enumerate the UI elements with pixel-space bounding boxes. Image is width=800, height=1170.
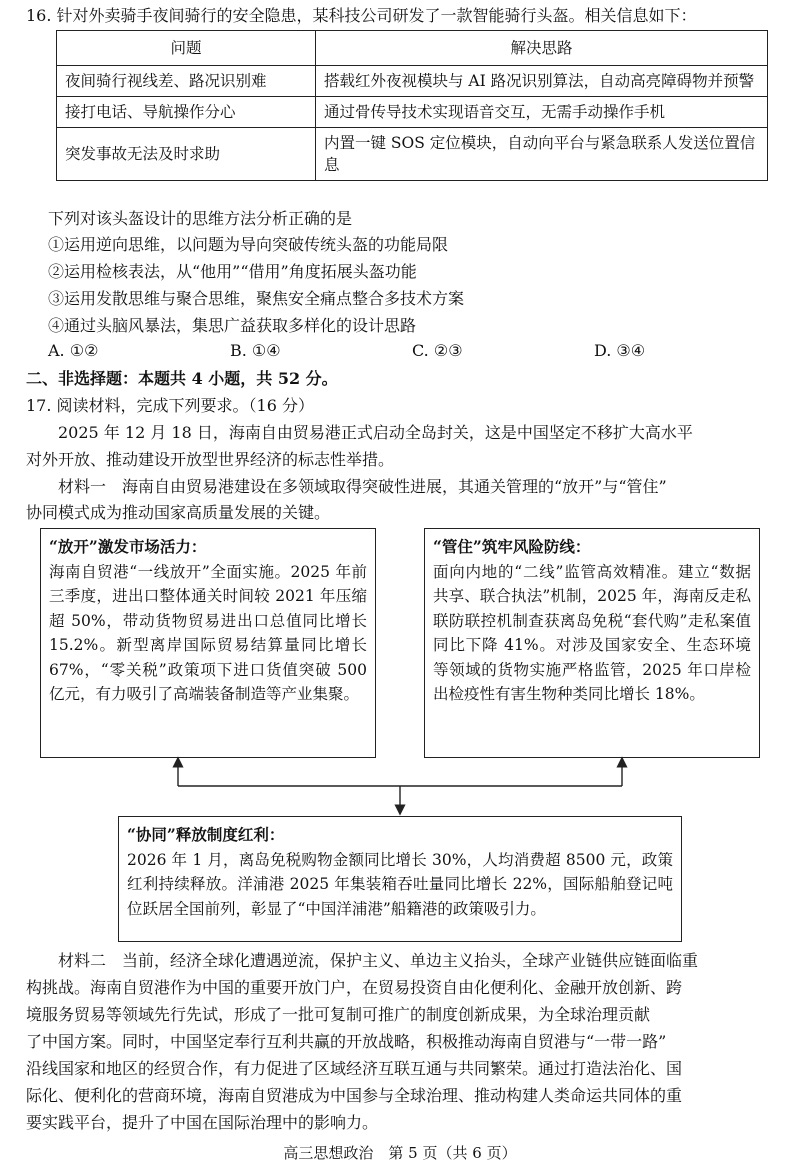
material2-line: 材料二 当前，经济全球化遭遇逆流，保护主义、单边主义抬头，全球产业链供应链面临重 (58, 951, 699, 970)
option-a[interactable]: A. ①② (48, 341, 99, 360)
q16-question: 下列对该头盔设计的思维方法分析正确的是 (48, 209, 353, 228)
material1-box-control (424, 528, 760, 758)
q16-stem: 16. 针对外卖骑手夜间骑行的安全隐患，某科技公司研发了一款智能骑行头盔。相关信息如下： (26, 6, 697, 25)
table-cell: 通过骨传导技术实现语音交互，无需手动操作手机 (316, 97, 768, 128)
material1-box-synergy (118, 816, 682, 942)
option-b[interactable]: B. ①④ (230, 341, 281, 360)
box-body: 面向内地的“二线”监管高效精准。建立“数据共享、联合执法”机制，2025 年，海南反走私联防联控机制查获离岛免税“套代购”走私案值同比下降 41%。对涉及国家安全、生态环境等领域的货物实施严格监管，2025 年口岸检出检疫性有害生物种类同比增长 18%。 (433, 562, 751, 703)
box-body: 海南自贸港“一线放开”全面实施。2025 年前三季度，进出口整体通关时间较 2021 年压缩超 50%，带动货物贸易进出口总值同比增长 15.2%。新型离岸国际贸易结算量同比增长 67%，“零关税”政策项下进口货值突破 500 亿元，有力吸引了高端装备制造等产业集聚。 (49, 562, 367, 703)
table-cell: 内置一键 SOS 定位模块，自动向平台与紧急联系人发送位置信息 (316, 128, 768, 181)
material2-line: 构挑战。海南自贸港作为中国的重要开放门户，在贸易投资自由化便利化、金融开放创新、跨 (26, 978, 683, 997)
box-title: “放开”激发市场活力： (49, 537, 207, 556)
table-header: 解决思路 (316, 31, 768, 66)
section-heading: 二、非选择题：本题共 4 小题，共 52 分。 (26, 369, 338, 388)
q16-statement: ③运用发散思维与聚合思维，聚焦安全痛点整合多技术方案 (48, 289, 465, 308)
q17-intro-line: 2025 年 12 月 18 日，海南自由贸易港正式启动全岛封关，这是中国坚定不移扩大高水平 (58, 423, 693, 442)
box-title: “管住”筑牢风险防线： (433, 537, 591, 556)
material1-box-open (40, 528, 376, 758)
material2-line: 际化、便利化的营商环境，海南自贸港成为中国参与全球治理、推动构建人类命运共同体的重 (26, 1086, 683, 1105)
q16-statement: ④通过头脑风暴法，集思广益获取多样化的设计思路 (48, 316, 417, 335)
q16-statement: ①运用逆向思维，以问题为导向突破传统头盔的功能局限 (48, 235, 449, 254)
option-c[interactable]: C. ②③ (412, 341, 463, 360)
table-cell: 接打电话、导航操作分心 (57, 97, 316, 128)
box-body: 2026 年 1 月，离岛免税购物金额同比增长 30%，人均消费超 8500 元，政策红利持续释放。洋浦港 2025 年集装箱吞吐量同比增长 22%，国际船舶登记吨位跃居全国前列，彰显了“中国洋浦港”船籍港的政策吸引力。 (127, 850, 673, 918)
option-d[interactable]: D. ③④ (594, 341, 646, 360)
material2-line: 要实践平台，提升了中国在国际治理中的影响力。 (26, 1113, 379, 1132)
q17-stem: 17. 阅读材料，完成下列要求。（16 分） (26, 396, 314, 415)
table-cell: 搭载红外夜视模块与 AI 路况识别算法，自动高亮障碍物并预警 (316, 66, 768, 97)
box-title: “协同”释放制度红利： (127, 825, 285, 844)
table-cell: 突发事故无法及时求助 (57, 128, 316, 181)
material2-line: 沿线国家和地区的经贸合作，有力促进了区域经济互联互通与共同繁荣。通过打造法治化、国 (26, 1059, 683, 1078)
q16-statement: ②运用检核表法，从“他用”“借用”角度拓展头盔功能 (48, 262, 417, 281)
material2-line: 境服务贸易等领域先行先试，形成了一批可复制可推广的制度创新成果，为全球治理贡献 (26, 1005, 651, 1024)
material1-intro-line: 材料一 海南自由贸易港建设在多领域取得突破性进展，其通关管理的“放开”与“管住” (58, 477, 667, 496)
material1-intro-line: 协同模式成为推动国家高质量发展的关键。 (26, 503, 331, 522)
q17-intro-line: 对外开放、推动建设开放型世界经济的标志性举措。 (26, 450, 395, 469)
page-footer: 高三思想政治 第 5 页（共 6 页） (283, 1144, 517, 1162)
table-cell: 夜间骑行视线差、路况识别难 (57, 66, 316, 97)
material2-line: 了中国方案。同时，中国坚定奉行互利共赢的开放战略，积极推动海南自贸港与“一带一路” (26, 1032, 667, 1051)
table-header: 问题 (57, 31, 316, 66)
